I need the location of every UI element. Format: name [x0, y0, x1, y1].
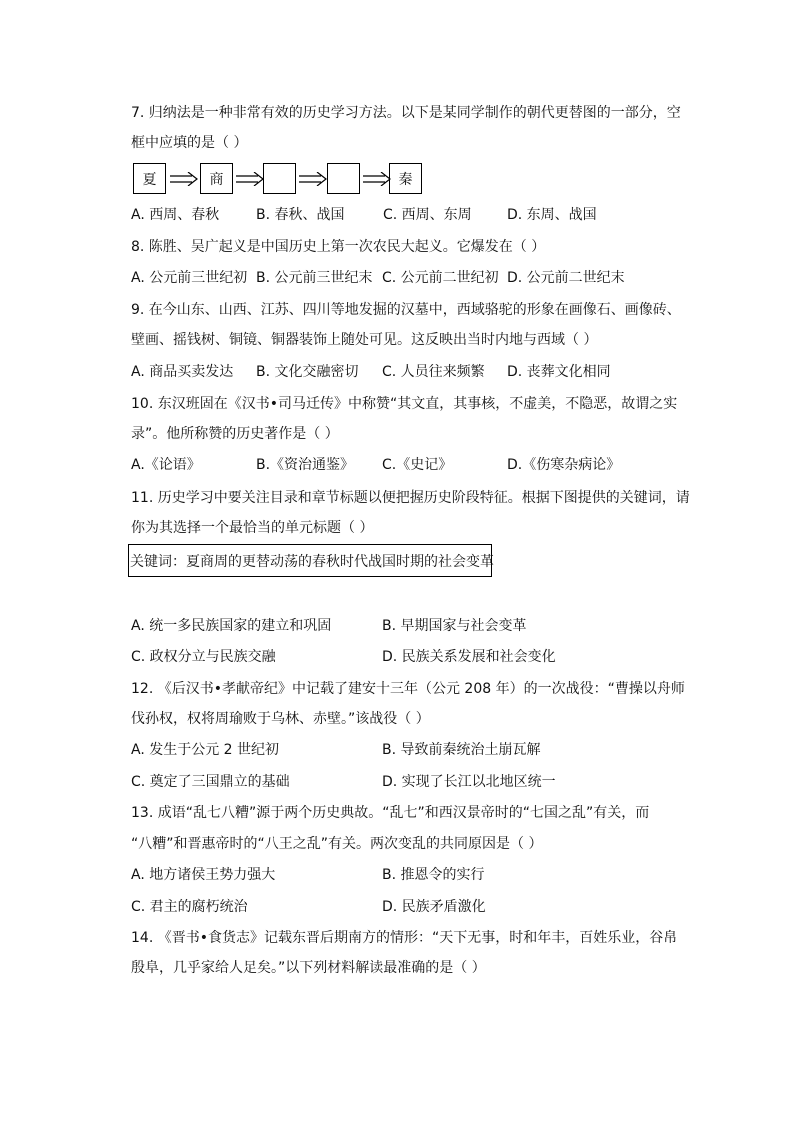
q12-stem-line1: 12. 《后汉书•孝献帝纪》中记载了建安十三年（公元 208 年）的一次战役：“曹操以舟师	[131, 681, 685, 697]
q11-option-a[interactable]: A. 统一多民族国家的建立和巩固	[131, 618, 332, 634]
q12-option-b[interactable]: B. 导致前秦统治土崩瓦解	[382, 742, 541, 758]
q8-option-a[interactable]: A. 公元前三世纪初	[131, 270, 248, 286]
q10-option-a[interactable]: A.《论语》	[131, 457, 201, 473]
q8-option-b[interactable]: B. 公元前三世纪末	[256, 270, 373, 286]
q7-option-d[interactable]: D. 东周、战国	[507, 207, 597, 223]
double-arrow-icon	[236, 172, 264, 186]
q13-option-d[interactable]: D. 民族矛盾激化	[382, 899, 486, 915]
q7-stem-line2: 框中应填的是（ ）	[131, 135, 248, 151]
q9-option-c[interactable]: C. 人员往来频繁	[382, 364, 485, 380]
q9-stem-line2: 壁画、摇钱树、铜镜、铜器装饰上随处可见。这反映出当时内地与西域（ ）	[131, 332, 598, 348]
q7-stem-line1: 7. 归纳法是一种非常有效的历史学习方法。以下是某同学制作的朝代更替图的一部分，空	[131, 105, 681, 121]
double-arrow-icon	[299, 172, 327, 186]
q11-stem-line2: 你为其选择一个最恰当的单元标题（ ）	[131, 520, 374, 536]
q8-option-c[interactable]: C. 公元前二世纪初	[382, 270, 499, 286]
q10-option-c[interactable]: C.《史记》	[382, 457, 453, 473]
dynasty-box-blank-2	[327, 163, 360, 194]
q8-option-d[interactable]: D. 公元前二世纪末	[507, 270, 625, 286]
dynasty-chain-diagram	[133, 163, 433, 197]
q7-option-a[interactable]: A. 西周、春秋	[131, 207, 220, 223]
q7-option-b[interactable]: B. 春秋、战国	[256, 207, 345, 223]
q12-option-c[interactable]: C. 奠定了三国鼎立的基础	[131, 774, 290, 790]
dynasty-box-2: 商	[200, 163, 233, 194]
dynasty-box-1: 夏	[133, 163, 166, 194]
q13-option-c[interactable]: C. 君主的腐朽统治	[131, 899, 248, 915]
q10-stem-line2: 录”。他所称赞的历史著作是（ ）	[131, 426, 339, 442]
q7-option-c[interactable]: C. 西周、东周	[383, 207, 472, 223]
q13-stem-line2: “八糟”和晋惠帝时的“八王之乱”有关。两次变乱的共同原因是（ ）	[131, 836, 543, 852]
q12-stem-line2: 伐孙权，权将周瑜败于乌林、赤壁。”该战役（ ）	[131, 711, 430, 727]
q13-option-b[interactable]: B. 推恩令的实行	[382, 867, 485, 883]
q8-stem-line1: 8. 陈胜、吴广起义是中国历史上第一次农民大起义。它爆发在（ ）	[131, 239, 546, 255]
q11-option-d[interactable]: D. 民族关系发展和社会变化	[382, 649, 556, 665]
keyword-box: 关键词：夏商周的更替动荡的春秋时代战国时期的社会变革	[128, 544, 492, 577]
q11-stem-line1: 11. 历史学习中要关注目录和章节标题以便把握历史阶段特征。根据下图提供的关键词，请	[131, 490, 690, 506]
dynasty-box-blank-1	[263, 163, 296, 194]
q10-stem-line1: 10. 东汉班固在《汉书•司马迁传》中称赞“其文直，其事核，不虚美，不隐恶，故谓之实	[131, 396, 678, 412]
q13-stem-line1: 13. 成语“乱七八糟”源于两个历史典故。“乱七”和西汉景帝时的“七国之乱”有关，而	[131, 805, 650, 821]
q14-stem-line2: 殷阜，几乎家给人足矣。”以下列材料解读最准确的是（ ）	[131, 960, 486, 976]
q9-option-d[interactable]: D. 丧葬文化相同	[507, 364, 611, 380]
double-arrow-icon	[363, 172, 391, 186]
q10-option-d[interactable]: D.《伤寒杂病论》	[507, 457, 621, 473]
dynasty-box-5: 秦	[389, 163, 422, 194]
q9-option-b[interactable]: B. 文化交融密切	[256, 364, 359, 380]
q14-stem-line1: 14. 《晋书•食货志》记载东晋后期南方的情形：“天下无事，时和年丰，百姓乐业，谷帛	[131, 930, 678, 946]
q13-option-a[interactable]: A. 地方诸侯王势力强大	[131, 867, 276, 883]
q9-stem-line1: 9. 在今山东、山西、江苏、四川等地发掘的汉墓中，西域骆驼的形象在画像石、画像砖、	[131, 302, 681, 318]
double-arrow-icon	[170, 172, 198, 186]
q11-option-b[interactable]: B. 早期国家与社会变革	[382, 618, 527, 634]
q9-option-a[interactable]: A. 商品买卖发达	[131, 364, 234, 380]
q10-option-b[interactable]: B.《资治通鉴》	[256, 457, 355, 473]
q11-option-c[interactable]: C. 政权分立与民族交融	[131, 649, 276, 665]
q12-option-a[interactable]: A. 发生于公元 2 世纪初	[131, 742, 280, 758]
q12-option-d[interactable]: D. 实现了长江以北地区统一	[382, 774, 556, 790]
